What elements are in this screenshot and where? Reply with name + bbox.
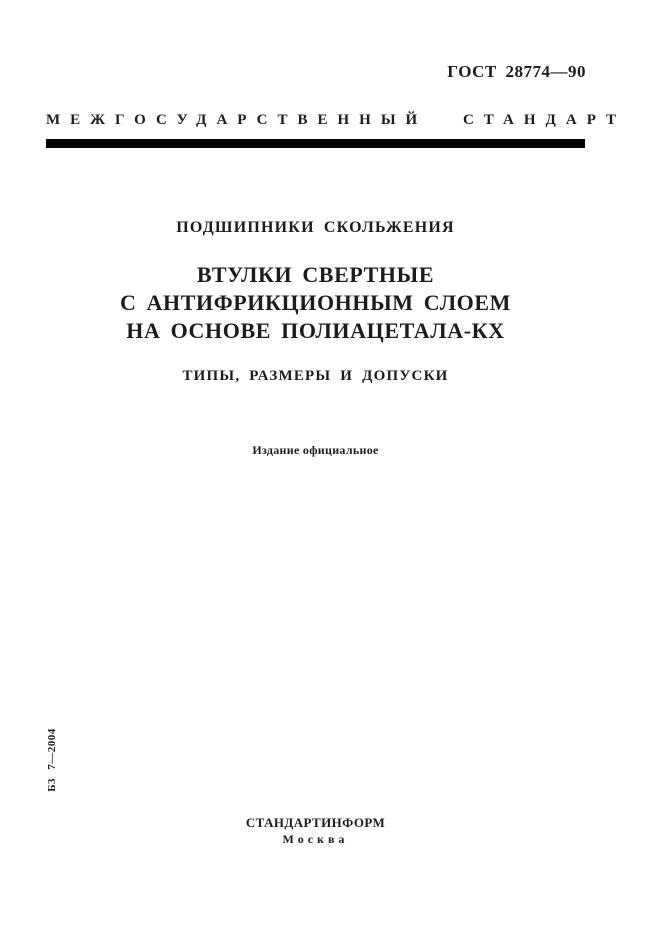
main-title [46,261,585,345]
publisher-name: СТАНДАРТИНФОРМ [245,815,386,830]
main-title-line-1: ВТУЛКИ СВЕРТНЫЕ [196,262,435,287]
main-title-line-3: НА ОСНОВЕ ПОЛИАЦЕТАЛА-КХ [126,318,505,343]
category-heading: ПОДШИПНИКИ СКОЛЬЖЕНИЯ [176,219,455,236]
spine-code: Б3 7—2004 [46,728,58,792]
banner-rule [46,139,585,148]
subtitle: ТИПЫ, РАЗМЕРЫ И ДОПУСКИ [182,368,449,384]
banner-label: МЕЖГОСУДАРСТВЕННЫЙ СТАНДАРТ [46,112,627,128]
edition-note: Издание официальное [252,443,379,457]
standard-number: ГОСТ 28774—90 [447,62,586,81]
publisher-city: Москва [282,832,349,846]
main-title-line-2: С АНТИФРИКЦИОННЫМ СЛОЕМ [119,290,512,315]
